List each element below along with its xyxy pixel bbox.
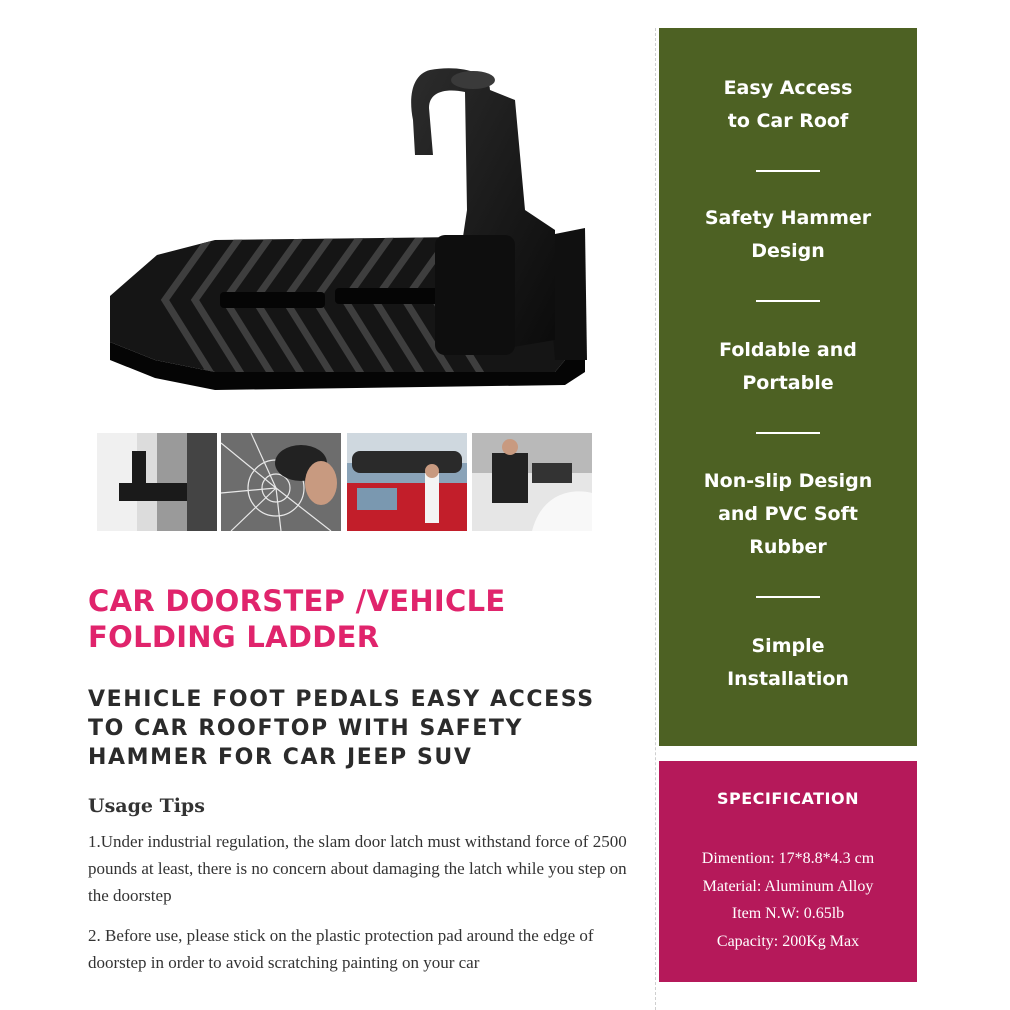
spec-dimension: Dimention: 17*8.8*4.3 cm [701, 850, 875, 867]
product-image [95, 60, 595, 400]
feature-item: Foldable and Portable [719, 339, 857, 394]
features-panel [659, 28, 917, 746]
spec-material: Material: Aluminum Alloy [702, 877, 874, 895]
feature-item: Easy Access to Car Roof [723, 77, 853, 132]
usage-tip: 2. Before use, please stick on the plastic protection pad around the edge of doorstep in order to avoid scratching painting on your car [88, 926, 594, 972]
product-title: CAR DOORSTEP /VEHICLE FOLDING LADDER [88, 584, 506, 654]
usage-tip: 1.Under industrial regulation, the slam door latch must withstand force of 2500 pounds at least, there is no concern about damaging the latch while you step on the doorstep [88, 832, 627, 905]
person-at-car-photo [472, 433, 592, 531]
feature-item: Safety Hammer Design [704, 207, 872, 262]
safety-hammer-photo [221, 433, 341, 531]
spec-capacity: Capacity: 200Kg Max [716, 932, 860, 950]
column-divider [655, 28, 656, 1010]
feature-separator [756, 596, 820, 598]
spec-weight: Item N.W: 0.65lb [731, 905, 845, 922]
specification-heading: SPECIFICATION [717, 789, 859, 808]
specification-panel [659, 761, 917, 982]
usage-photo-strip [97, 433, 593, 531]
roof-access-photo [347, 433, 467, 531]
product-subtitle: VEHICLE FOOT PEDALS EASY ACCESS TO CAR ROOFTOP WITH SAFETY HAMMER FOR CAR JEEP SUV [88, 687, 595, 770]
doorstep-on-latch-photo [97, 433, 217, 531]
specification-list [659, 845, 917, 955]
feature-item: Simple Installation [727, 635, 849, 690]
feature-separator [756, 300, 820, 302]
feature-separator [756, 170, 820, 172]
feature-separator [756, 432, 820, 434]
usage-tips-heading: Usage Tips [88, 795, 205, 817]
feature-item: Non-slip Design and PVC Soft Rubber [703, 470, 873, 558]
